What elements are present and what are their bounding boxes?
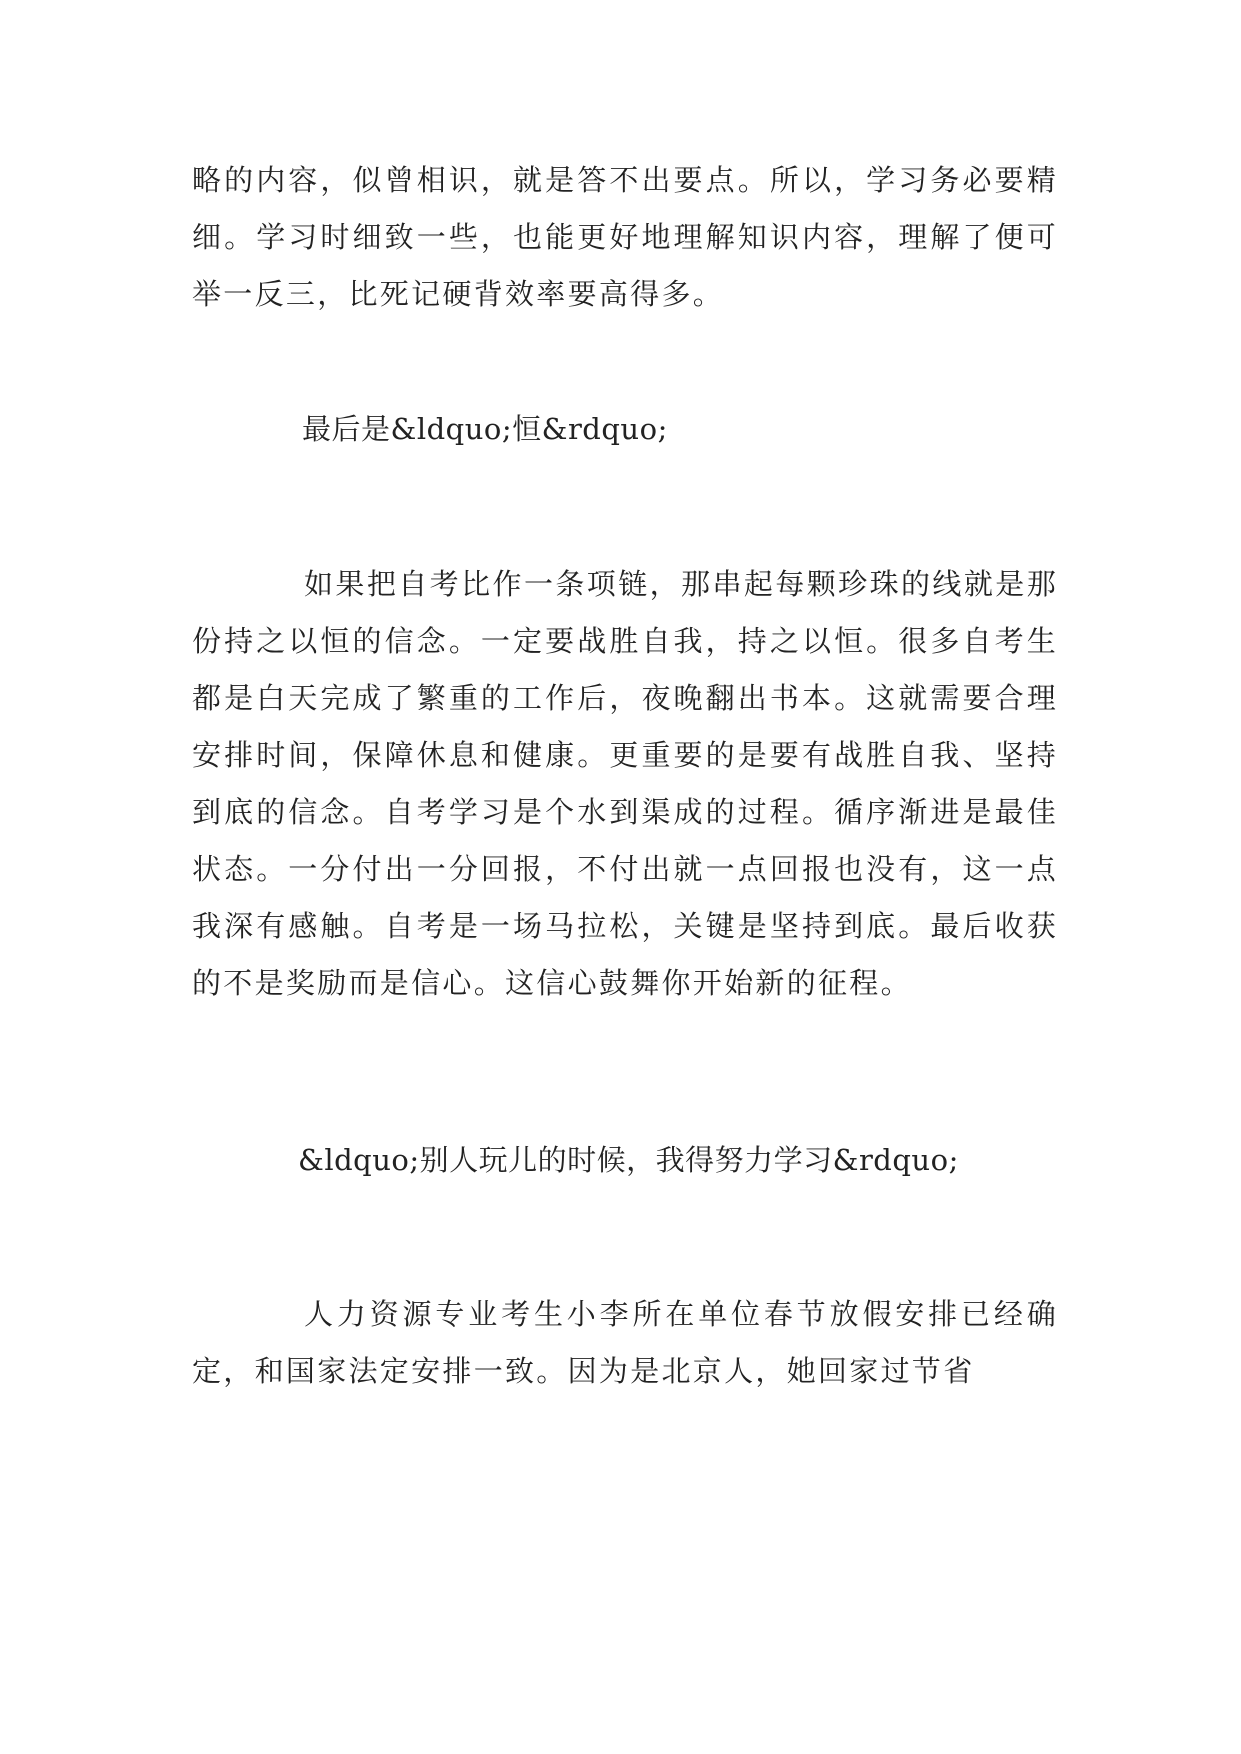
paragraph-hr-candidate: 人力资源专业考生小李所在单位春节放假安排已经确定，和国家法定安排一致。因为是北京人，她回家过节省 bbox=[192, 1297, 1058, 1388]
section-heading-study-while-others-play: &ldquo;别人玩儿的时候，我得努力学习&rdquo; bbox=[298, 1143, 959, 1177]
section-heading-perseverance: 最后是&ldquo;恒&rdquo; bbox=[302, 412, 668, 446]
paragraph-study-precision: 略的内容，似曾相识，就是答不出要点。所以，学习务必要精细。学习时细致一些，也能更好地理解知识内容，理解了便可举一反三，比死记硬背效率要高得多。 bbox=[192, 163, 1058, 311]
paragraph-perseverance: 如果把自考比作一条项链，那串起每颗珍珠的线就是那份持之以恒的信念。一定要战胜自我，持之以恒。很多自考生都是白天完成了繁重的工作后，夜晚翻出书本。这就需要合理安排时间，保障休息和健康。更重要的是要有战胜自我、坚持到底的信念。自考学习是个水到渠成的过程。循序渐进是最佳状态。一分付出一分回报，不付出就一点回报也没有，这一点我深有感触。自考是一场马拉松，关键是坚持到底。最后收获的不是奖励而是信心。这信心鼓舞你开始新的征程。 bbox=[192, 567, 1058, 1000]
